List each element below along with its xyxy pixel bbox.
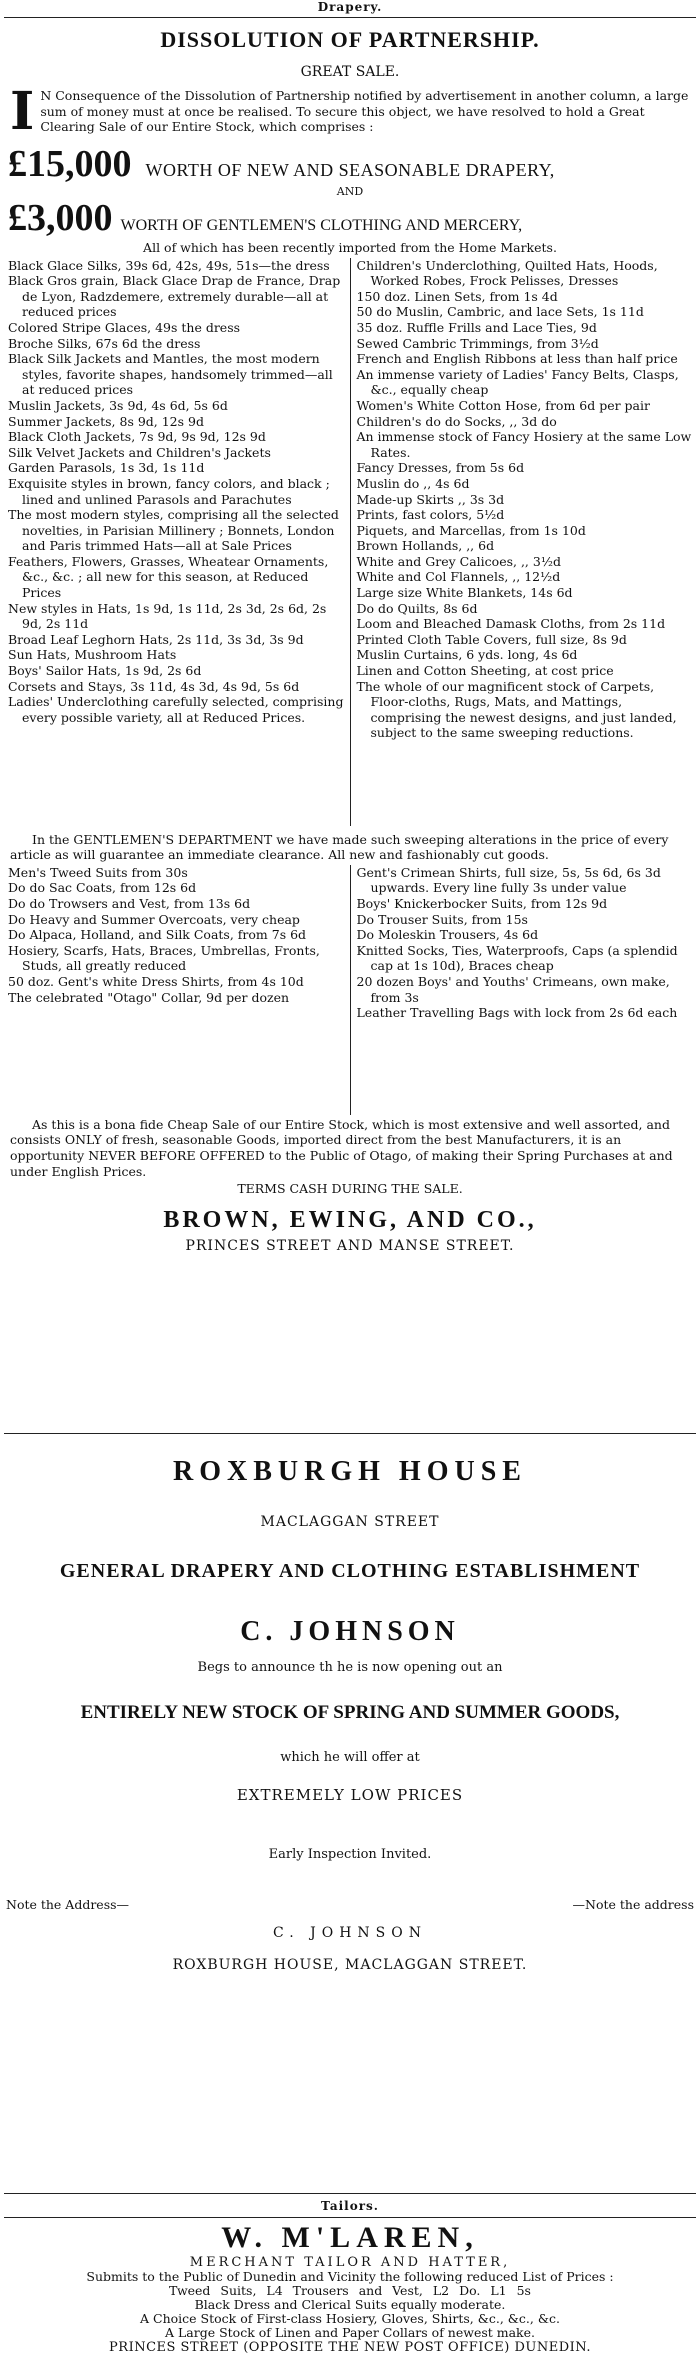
list-item: Summer Jackets, 8s 9d, 12s 9d bbox=[8, 413, 204, 429]
list-item: Women's White Cotton Hose, from 6d per pair bbox=[356, 397, 650, 413]
list-item: Children's Underclothing, Quilted Hats, Hoods, Worked Robes, Frock Pelisses, Dresses bbox=[356, 257, 658, 289]
amount-3000: £3,000 bbox=[8, 197, 113, 239]
list-item: Muslin Jackets, 3s 9d, 4s 6d, 5s 6d bbox=[8, 397, 228, 413]
amount-2-text: WORTH OF GENTLEMEN'S CLOTHING AND MERCERY, bbox=[120, 217, 523, 234]
list-item: An immense stock of Fancy Hosiery at the same Low Rates. bbox=[356, 429, 692, 460]
amount-1-text: WORTH OF NEW AND SEASONABLE DRAPERY, bbox=[145, 160, 555, 180]
list-item: Muslin do ,, 4s 6d bbox=[356, 475, 470, 491]
list-item: Ladies' Underclothing carefully selected, comprising every possible variety, all at Reduced Prices. bbox=[8, 694, 344, 725]
list-item: Do do Quilts, 8s 6d bbox=[356, 600, 478, 616]
list-item: Broche Silks, 67s 6d the dress bbox=[8, 335, 201, 351]
closing-paragraph: As this is a bona fide Cheap Sale of our Entire Stock, which is most extensive and well assorted, and consists ONLY of fresh, seasonable Goods, imported direct from the best Manufacturers, it is an opportunity NEVER BEFORE OFFERED to the Public of Otago, of making their Spring Purchases at and under English Prices. bbox=[10, 1116, 673, 1179]
list-item: Fancy Dresses, from 5s 6d bbox=[356, 460, 525, 476]
note-left: Note the Address— bbox=[6, 1896, 130, 1912]
tailors-section bbox=[0, 2193, 700, 2355]
list-item: 50 doz. Gent's white Dress Shirts, from 4s 10d bbox=[8, 973, 304, 989]
submits-text: Submits to the Public of Dunedin and Vicinity the following reduced List of Prices : bbox=[86, 2269, 614, 2284]
list-item: Black Cloth Jackets, 7s 9d, 9s 9d, 12s 9d bbox=[8, 429, 266, 445]
list-item: Knitted Socks, Ties, Waterproofs, Caps (a splendid cap at 1s 10d), Braces cheap bbox=[356, 942, 678, 974]
new-stock: ENTIRELY NEW STOCK OF SPRING AND SUMMER GOODS, bbox=[80, 1701, 620, 1723]
owner-name: C. JOHNSON bbox=[240, 1616, 460, 1647]
notice-intro bbox=[0, 81, 700, 142]
list-item: Silk Velvet Jackets and Children's Jackets bbox=[8, 444, 271, 460]
section-title-drapery: Drapery. bbox=[317, 0, 383, 14]
list-item: Do do Trowsers and Vest, from 13s 6d bbox=[8, 895, 251, 911]
tailor-address: PRINCES STREET (OPPOSITE THE NEW POST OFFICE) DUNEDIN. bbox=[109, 2340, 591, 2355]
roxburgh-address: ROXBURGH HOUSE, MACLAGGAN STREET. bbox=[172, 1957, 528, 1974]
amount-15000: £15,000 bbox=[8, 143, 132, 185]
list-item: Colored Stripe Glaces, 49s the dress bbox=[8, 319, 241, 335]
list-item: Piquets, and Marcellas, from 1s 10d bbox=[356, 522, 586, 538]
imported-note: All of which has been recently imported from the Home Markets. bbox=[143, 240, 557, 255]
list-item: 35 doz. Ruffle Frills and Lace Ties, 9d bbox=[356, 319, 597, 335]
list-item: Made-up Skirts ,, 3s 3d bbox=[356, 491, 505, 507]
list-item: Exquisite styles in brown, fancy colors, and black ; lined and unlined Parasols and Parachutes bbox=[8, 475, 330, 507]
dissolution-advertisement bbox=[0, 26, 700, 1255]
gents-intro: In the GENTLEMEN'S DEPARTMENT we have made such sweeping alterations in the price of every article as will guarantee an immediate clearance. All new and fashionably cut goods. bbox=[10, 831, 669, 863]
list-item: 150 doz. Linen Sets, from 1s 4d bbox=[356, 288, 558, 304]
list-item: Leather Travelling Bags with lock from 2s 6d each bbox=[356, 1005, 678, 1021]
price-line: Tweed Suits, L4 Trousers and Vest, L2 Do. L1 5s bbox=[169, 2283, 531, 2298]
notice-title: DISSOLUTION OF PARTNERSHIP. bbox=[160, 27, 540, 52]
hosiery-stock: A Choice Stock of First-class Hosiery, Gloves, Shirts, &c., &c., &c. bbox=[140, 2311, 560, 2326]
note-right: —Note the address bbox=[572, 1896, 694, 1912]
list-item: 50 do Muslin, Cambric, and lace Sets, 1s 11d bbox=[356, 304, 644, 320]
inspection-invited: Early Inspection Invited. bbox=[268, 1847, 432, 1863]
list-item: French and English Ribbons at less than half price bbox=[356, 351, 678, 367]
divider bbox=[4, 2193, 696, 2194]
list-item: Large size White Blankets, 14s 6d bbox=[356, 585, 573, 601]
list-item: Do do Sac Coats, from 12s 6d bbox=[8, 880, 197, 896]
firm-name: BROWN, EWING, AND CO., bbox=[163, 1206, 537, 1233]
amount-line-1 bbox=[0, 136, 700, 186]
right-column bbox=[351, 258, 693, 826]
list-item: Do Heavy and Summer Overcoats, very cheap bbox=[8, 911, 300, 927]
list-item: Black Gros grain, Black Glace Drap de France, Drap de Lyon, Radzdemere, extremely durable—all at reduced prices bbox=[8, 273, 341, 320]
roxburgh-street: MACLAGGAN STREET bbox=[260, 1514, 440, 1530]
list-item: Prints, fast colors, 5½d bbox=[356, 507, 505, 523]
list-item: White and Col Flannels, ,, 12½d bbox=[356, 569, 561, 585]
divider bbox=[4, 17, 696, 18]
list-item: White and Grey Calicoes, ,, 3½d bbox=[356, 553, 561, 569]
items-columns bbox=[0, 258, 700, 826]
establishment: GENERAL DRAPERY AND CLOTHING ESTABLISHMENT bbox=[59, 1560, 641, 1582]
and-text: AND bbox=[336, 185, 364, 198]
roxburgh-advertisement bbox=[0, 1433, 700, 1974]
note-address-line bbox=[0, 1897, 700, 1913]
list-item: Do Alpaca, Holland, and Silk Coats, from 7s 6d bbox=[8, 927, 307, 943]
list-item: The most modern styles, comprising all the selected novelties, in Parisian Millinery ; Bonnets, London and Paris trimmed Hats—all at Sale Prices bbox=[8, 507, 339, 554]
list-item: Men's Tweed Suits from 30s bbox=[8, 864, 188, 880]
tailor-name: W. M'LAREN, bbox=[221, 2221, 479, 2254]
list-item: Hosiery, Scarfs, Hats, Braces, Umbrellas, Fronts, Studs, all greatly reduced bbox=[8, 942, 320, 974]
drop-cap: I bbox=[10, 81, 35, 142]
roxburgh-title: ROXBURGH HOUSE bbox=[173, 1456, 527, 1487]
list-item: Black Silk Jackets and Mantles, the most modern styles, favorite shapes, handsomely trimmed—all at reduced prices bbox=[8, 351, 333, 398]
tailor-trade: MERCHANT TAILOR AND HATTER, bbox=[189, 2255, 511, 2270]
low-prices: EXTREMELY LOW PRICES bbox=[236, 1786, 464, 1805]
divider bbox=[4, 2217, 696, 2218]
divider bbox=[4, 1433, 696, 1434]
list-item: Broad Leaf Leghorn Hats, 2s 11d, 3s 3d, 3s 9d bbox=[8, 631, 304, 647]
list-item: Brown Hollands, ,, 6d bbox=[356, 538, 495, 554]
signature-name: C. JOHNSON bbox=[273, 1925, 427, 1942]
list-item: The celebrated "Otago" Collar, 9d per dozen bbox=[8, 989, 290, 1005]
list-item: Muslin Curtains, 6 yds. long, 4s 6d bbox=[356, 647, 578, 663]
offer-text: which he will offer at bbox=[280, 1749, 420, 1765]
list-item: The whole of our magnificent stock of Carpets, Floor-cloths, Rugs, Mats, and Mattings, comprising the newest designs, and just landed, subject to the same sweeping reductions. bbox=[356, 678, 677, 741]
section-title-tailors: Tailors. bbox=[321, 2199, 379, 2213]
amount-line-2 bbox=[0, 198, 700, 238]
list-item: Loom and Bleached Damask Cloths, from 2s 11d bbox=[356, 616, 666, 632]
list-item: New styles in Hats, 1s 9d, 1s 11d, 2s 3d, 2s 6d, 2s 9d, 2s 11d bbox=[8, 600, 327, 632]
list-item: 20 dozen Boys' and Youths' Crimeans, own make, from 3s bbox=[356, 973, 670, 1005]
gents-columns bbox=[0, 865, 700, 1115]
list-item: Linen and Cotton Sheeting, at cost price bbox=[356, 663, 614, 679]
list-item: Garden Parasols, 1s 3d, 1s 11d bbox=[8, 460, 205, 476]
terms: TERMS CASH DURING THE SALE. bbox=[237, 1181, 463, 1197]
gents-left-column bbox=[8, 865, 351, 1115]
collars-stock: A Large Stock of Linen and Paper Collars of newest make. bbox=[164, 2325, 536, 2340]
drapery-section-header bbox=[0, 0, 700, 18]
intro-text: N Consequence of the Dissolution of Partnership notified by advertisement in another column, a large sum of money must at once be realised. To secure this object, we have resolved to hold a Great Clearing Sale of our Entire Stock, which comprises : bbox=[40, 88, 689, 135]
list-item: Boys' Knickerbocker Suits, from 12s 9d bbox=[356, 895, 608, 911]
list-item: An immense variety of Ladies' Fancy Belts, Clasps, &c., equally cheap bbox=[356, 366, 679, 398]
begs-text: Begs to announce th he is now opening out an bbox=[197, 1660, 503, 1675]
list-item: Printed Cloth Table Covers, full size, 8s 9d bbox=[356, 631, 627, 647]
list-item: Boys' Sailor Hats, 1s 9d, 2s 6d bbox=[8, 663, 202, 679]
list-item: Gent's Crimean Shirts, full size, 5s, 5s 6d, 6s 3d upwards. Every line fully 3s under value bbox=[356, 864, 661, 896]
firm-address: PRINCES STREET AND MANSE STREET. bbox=[185, 1237, 515, 1254]
list-item: Sun Hats, Mushroom Hats bbox=[8, 647, 177, 663]
list-item: Feathers, Flowers, Grasses, Wheatear Ornaments, &c., &c. ; all new for this season, at Reduced Prices bbox=[8, 553, 329, 601]
list-item: Sewed Cambric Trimmings, from 3½d bbox=[356, 335, 599, 351]
list-item: Children's do do Socks, ,, 3d do bbox=[356, 413, 557, 429]
notice-subtitle: GREAT SALE. bbox=[300, 64, 400, 80]
list-item: Do Trouser Suits, from 15s bbox=[356, 911, 528, 927]
list-item: Black Glace Silks, 39s 6d, 42s, 49s, 51s—the dress bbox=[8, 257, 330, 273]
list-item: Corsets and Stays, 3s 11d, 4s 3d, 4s 9d, 5s 6d bbox=[8, 678, 300, 694]
gents-right-column bbox=[351, 865, 693, 1115]
black-dress: Black Dress and Clerical Suits equally moderate. bbox=[194, 2297, 506, 2312]
left-column bbox=[8, 258, 351, 826]
list-item: Do Moleskin Trousers, 4s 6d bbox=[356, 927, 539, 943]
